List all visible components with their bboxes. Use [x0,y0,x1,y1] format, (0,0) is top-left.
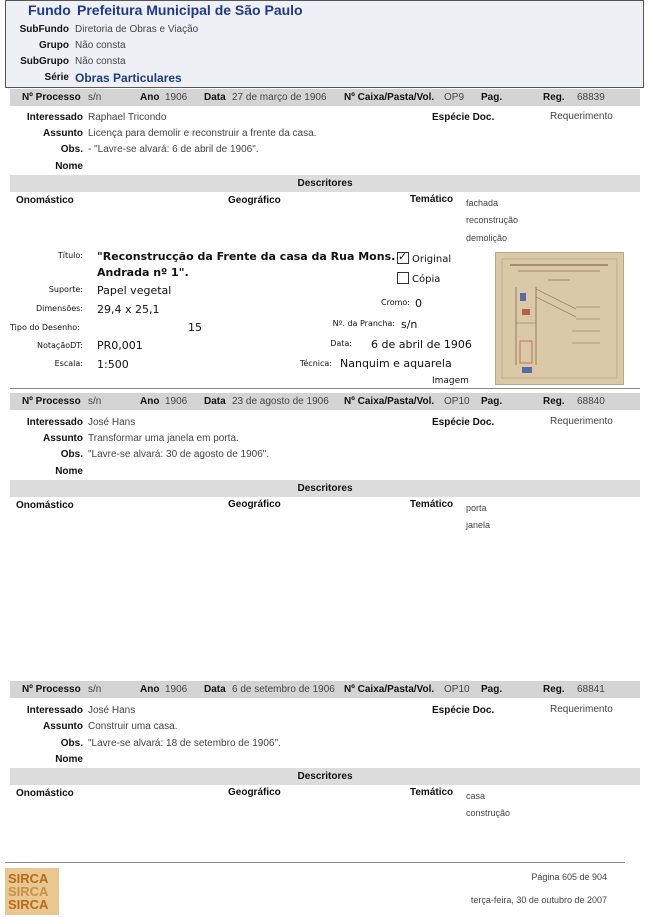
reg-label: Reg. [543,684,565,695]
titulo-value-line1: "Reconstrucção da Frente da casa da Rua Mons. [97,250,396,263]
tematico-term: construção [466,808,511,818]
assunto-value: Licença para demolir e reconstruir a frente da casa. [88,128,317,139]
especie-value: Requerimento [550,111,613,122]
tematico-term: janela [466,520,491,530]
reg-value: 68839 [577,92,605,103]
imagem-label: Imagem [432,376,469,386]
geografico-label: Geográfico [228,499,281,510]
reg-value: 68840 [577,396,605,407]
sirca-logo-text: SIRCA [8,871,49,886]
copia-checkbox[interactable] [397,272,409,284]
pag-label: Pag. [481,396,503,407]
obs-value: "Lavre-se alvará: 18 de setembro de 1906". [88,738,281,749]
onomastico-label: Onomástico [16,500,74,511]
onomastico-label: Onomástico [16,788,74,799]
especie-label: Espécie Doc. [432,112,495,123]
obs-label: Obs. [60,738,83,749]
dimensoes-label: Dimensões: [35,304,83,313]
caixa-value: OP10 [444,684,470,695]
cromo-value: 0 [415,297,422,310]
tecnica-label: Técnica: [299,359,332,368]
caixa-label: Nº Caixa/Pasta/Vol. [344,684,435,695]
assunto-value: Transformar uma janela em porta. [88,433,239,444]
prancha-label: Nº. da Prancha: [332,319,395,328]
copia-label: Cópia [412,274,441,285]
caixa-label: Nº Caixa/Pasta/Vol. [344,92,435,103]
interessado-value: José Hans [88,705,136,716]
ano-value: 1906 [165,92,188,103]
interessado-label: Interessado [26,705,83,716]
caixa-value: OP9 [444,92,465,103]
report-date: terça-feira, 30 de outubro de 2007 [470,895,607,905]
obs-label: Obs. [60,144,83,155]
grupo-label: Grupo [39,40,69,51]
geografico-label: Geográfico [228,787,281,798]
sirca-logo-text: SIRCA [8,884,49,899]
subgrupo-value: Não consta [75,56,126,67]
especie-value: Requerimento [550,416,613,427]
caixa-value: OP10 [444,396,470,407]
reg-label: Reg. [543,396,565,407]
assunto-label: Assunto [43,721,83,732]
titulo-label: Título: [57,251,83,260]
cromo-label: Cromo: [381,298,410,307]
notacao-label: NotaçãoDT: [37,341,83,350]
processo-value: s/n [88,92,102,103]
escala-label: Escala: [54,359,83,368]
geografico-label: Geográfico [228,195,281,206]
tematico-label: Temático [410,787,454,798]
drawing-thumbnail-image[interactable] [495,252,624,385]
tematico-term: porta [466,503,487,513]
original-checkbox[interactable] [397,252,409,264]
processo-label: Nº Processo [22,396,81,407]
tematico-term: demolição [466,233,508,243]
data-label: Data [204,396,226,407]
especie-value: Requerimento [550,704,613,715]
nome-label: Nome [55,466,83,477]
tematico-label: Temático [410,194,454,205]
ano-label: Ano [140,684,160,695]
sirca-logo [5,868,59,915]
serie-label: Série [44,72,69,83]
descritores-bar [10,480,640,497]
ano-label: Ano [140,396,160,407]
ano-label: Ano [140,92,160,103]
caixa-label: Nº Caixa/Pasta/Vol. [344,396,435,407]
pag-label: Pag. [481,92,503,103]
interessado-label: Interessado [26,417,83,428]
notacao-value: PR0,001 [97,339,143,352]
assunto-label: Assunto [43,128,83,139]
interessado-label: Interessado [26,112,83,123]
descritores-heading: Descritores [297,483,353,494]
descritores-bar [10,768,640,785]
data-desenho-label: Data: [330,339,352,348]
sirca-logo-text: SIRCA [8,897,49,912]
prancha-value: s/n [401,318,418,331]
escala-value: 1:500 [97,358,129,371]
descritores-bar [10,175,640,192]
tipo-value: 15 [188,321,202,334]
processo-value: s/n [88,396,102,407]
nome-label: Nome [55,754,83,765]
footer-rule [5,862,625,863]
nome-label: Nome [55,161,83,172]
obs-value: "Lavre-se alvará: 30 de agosto de 1906". [88,449,270,460]
tematico-term: fachada [466,198,499,208]
subfundo-value: Diretoria de Obras e Viação [75,24,199,35]
tecnica-value: Nanquim e aquarela [340,357,452,370]
descritores-heading: Descritores [297,771,353,782]
data-desenho-value: 6 de abril de 1906 [371,338,472,351]
tematico-term: casa [466,791,486,801]
titulo-value-line2: Andrada nº 1". [97,266,189,279]
subfundo-label: SubFundo [19,24,69,35]
ano-value: 1906 [165,684,188,695]
suporte-value: Papel vegetal [97,284,172,297]
subgrupo-label: SubGrupo [20,56,69,67]
especie-label: Espécie Doc. [432,417,495,428]
original-label: Original [412,254,452,265]
processo-label: Nº Processo [22,92,81,103]
data-label: Data [204,92,226,103]
data-value: 6 de setembro de 1906 [232,684,335,695]
facade-drawing-icon [496,253,623,384]
fundo-value: Prefeitura Municipal de São Paulo [77,2,303,18]
assunto-value: Construir uma casa. [88,721,178,732]
descritores-heading: Descritores [297,178,353,189]
grupo-value: Não consta [75,40,126,51]
record-1-process-bar [10,89,640,106]
record-separator [10,388,640,389]
data-value: 23 de agosto de 1906 [232,396,329,407]
obs-value: - "Lavre-se alvará: 6 de abril de 1906". [88,144,259,155]
record-2-process-bar [10,393,640,410]
dimensoes-value: 29,4 x 25,1 [97,303,160,316]
record-3-process-bar [10,681,640,698]
interessado-value: Raphael Tricondo [88,112,167,123]
reg-label: Reg. [543,92,565,103]
page-number: Página 605 de 904 [531,872,607,882]
processo-value: s/n [88,684,102,695]
assunto-label: Assunto [43,433,83,444]
processo-label: Nº Processo [22,684,81,695]
obs-label: Obs. [60,449,83,460]
data-value: 27 de março de 1906 [232,92,327,103]
pag-label: Pag. [481,684,503,695]
tematico-term: reconstrução [466,215,519,225]
especie-label: Espécie Doc. [432,705,495,716]
ano-value: 1906 [165,396,188,407]
reg-value: 68841 [577,684,605,695]
data-label: Data [204,684,226,695]
onomastico-label: Onomástico [16,195,74,206]
tipo-label: Tipo do Desenho: [10,323,80,332]
serie-value: Obras Particulares [75,71,182,85]
interessado-value: José Hans [88,417,136,428]
fundo-label: Fundo [28,2,71,18]
suporte-label: Suporte: [48,285,83,294]
tematico-label: Temático [410,499,454,510]
